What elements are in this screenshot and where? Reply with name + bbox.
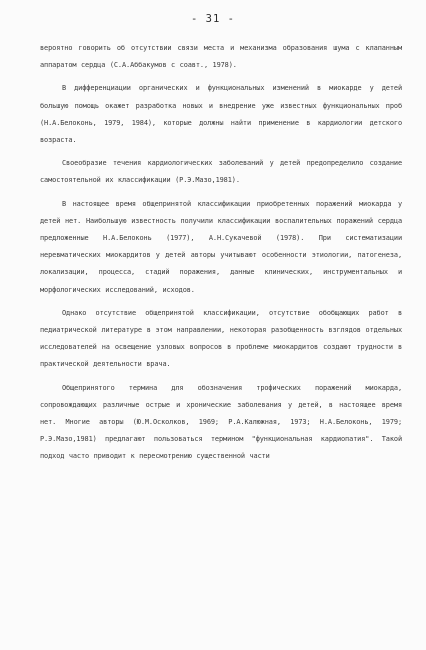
document-body	[40, 40, 402, 472]
paragraph-continuation: вероятно говорить об отсутствии связи места и механизма образования шума с клапанным аппаратом сердца (С.А.Аббакумов с соавт., 1978).	[40, 44, 402, 70]
paragraph-classification-overview: В настоящее время общепринятой классификации приобретенных поражений миокарда у детей нет. Наибольшую известность получили классификации воспалительных поражений сердца предложенные Н.А.Белоконь (1977), А.Н.Сукачевой (1978). При систематизации неревматических миокардитов у детей авторы учитывают особенности этиологии, патогенеза, локализации, процесса, стадий поражения, данные клинических, инструментальных и морфологических исследований, исходов.	[40, 199, 402, 294]
paragraph-classification-origin: Своеобразие течения кардиологических заболеваний у детей предопределило создание самостоятельной их классификации (Р.Э.Мазо,1981).	[40, 159, 402, 185]
paragraph-differentiation: В дифференциации органических и функциональных изменений в миокарде у детей большую помощь окажет разработка новых и внедрение уже известных функциональных проб (Н.А.Белоконь, 1979, 1984), которые должны найти применение в кардиологии детского возраста.	[40, 84, 402, 145]
paragraph-terminology: Общепринятого термина для обозначения трофических поражений миокарда, сопровождающих различные острые и хронические заболевания у детей, в настоящее время нет. Многие авторы (Ю.М.Осколков, 1969; Р.А.Калюжная, 1973; Н.А.Белоконь, 1979; Р.Э.Мазо,1981) предлагают пользоваться термином "функциональная кардиопатия". Такой подход часто приводит к пересмотрению существенной части	[40, 383, 402, 461]
page-number: - 31 -	[191, 13, 235, 25]
paragraph-classification-problems: Однако отсутствие общепринятой классификации, отсутствие обобщающих работ в педиатрической литературе в этом направлении, некоторая разобщенность взглядов отдельных исследователей на освещение узловых вопросов в проблеме миокардитов создают трудности в практической деятельности врача.	[40, 308, 402, 369]
